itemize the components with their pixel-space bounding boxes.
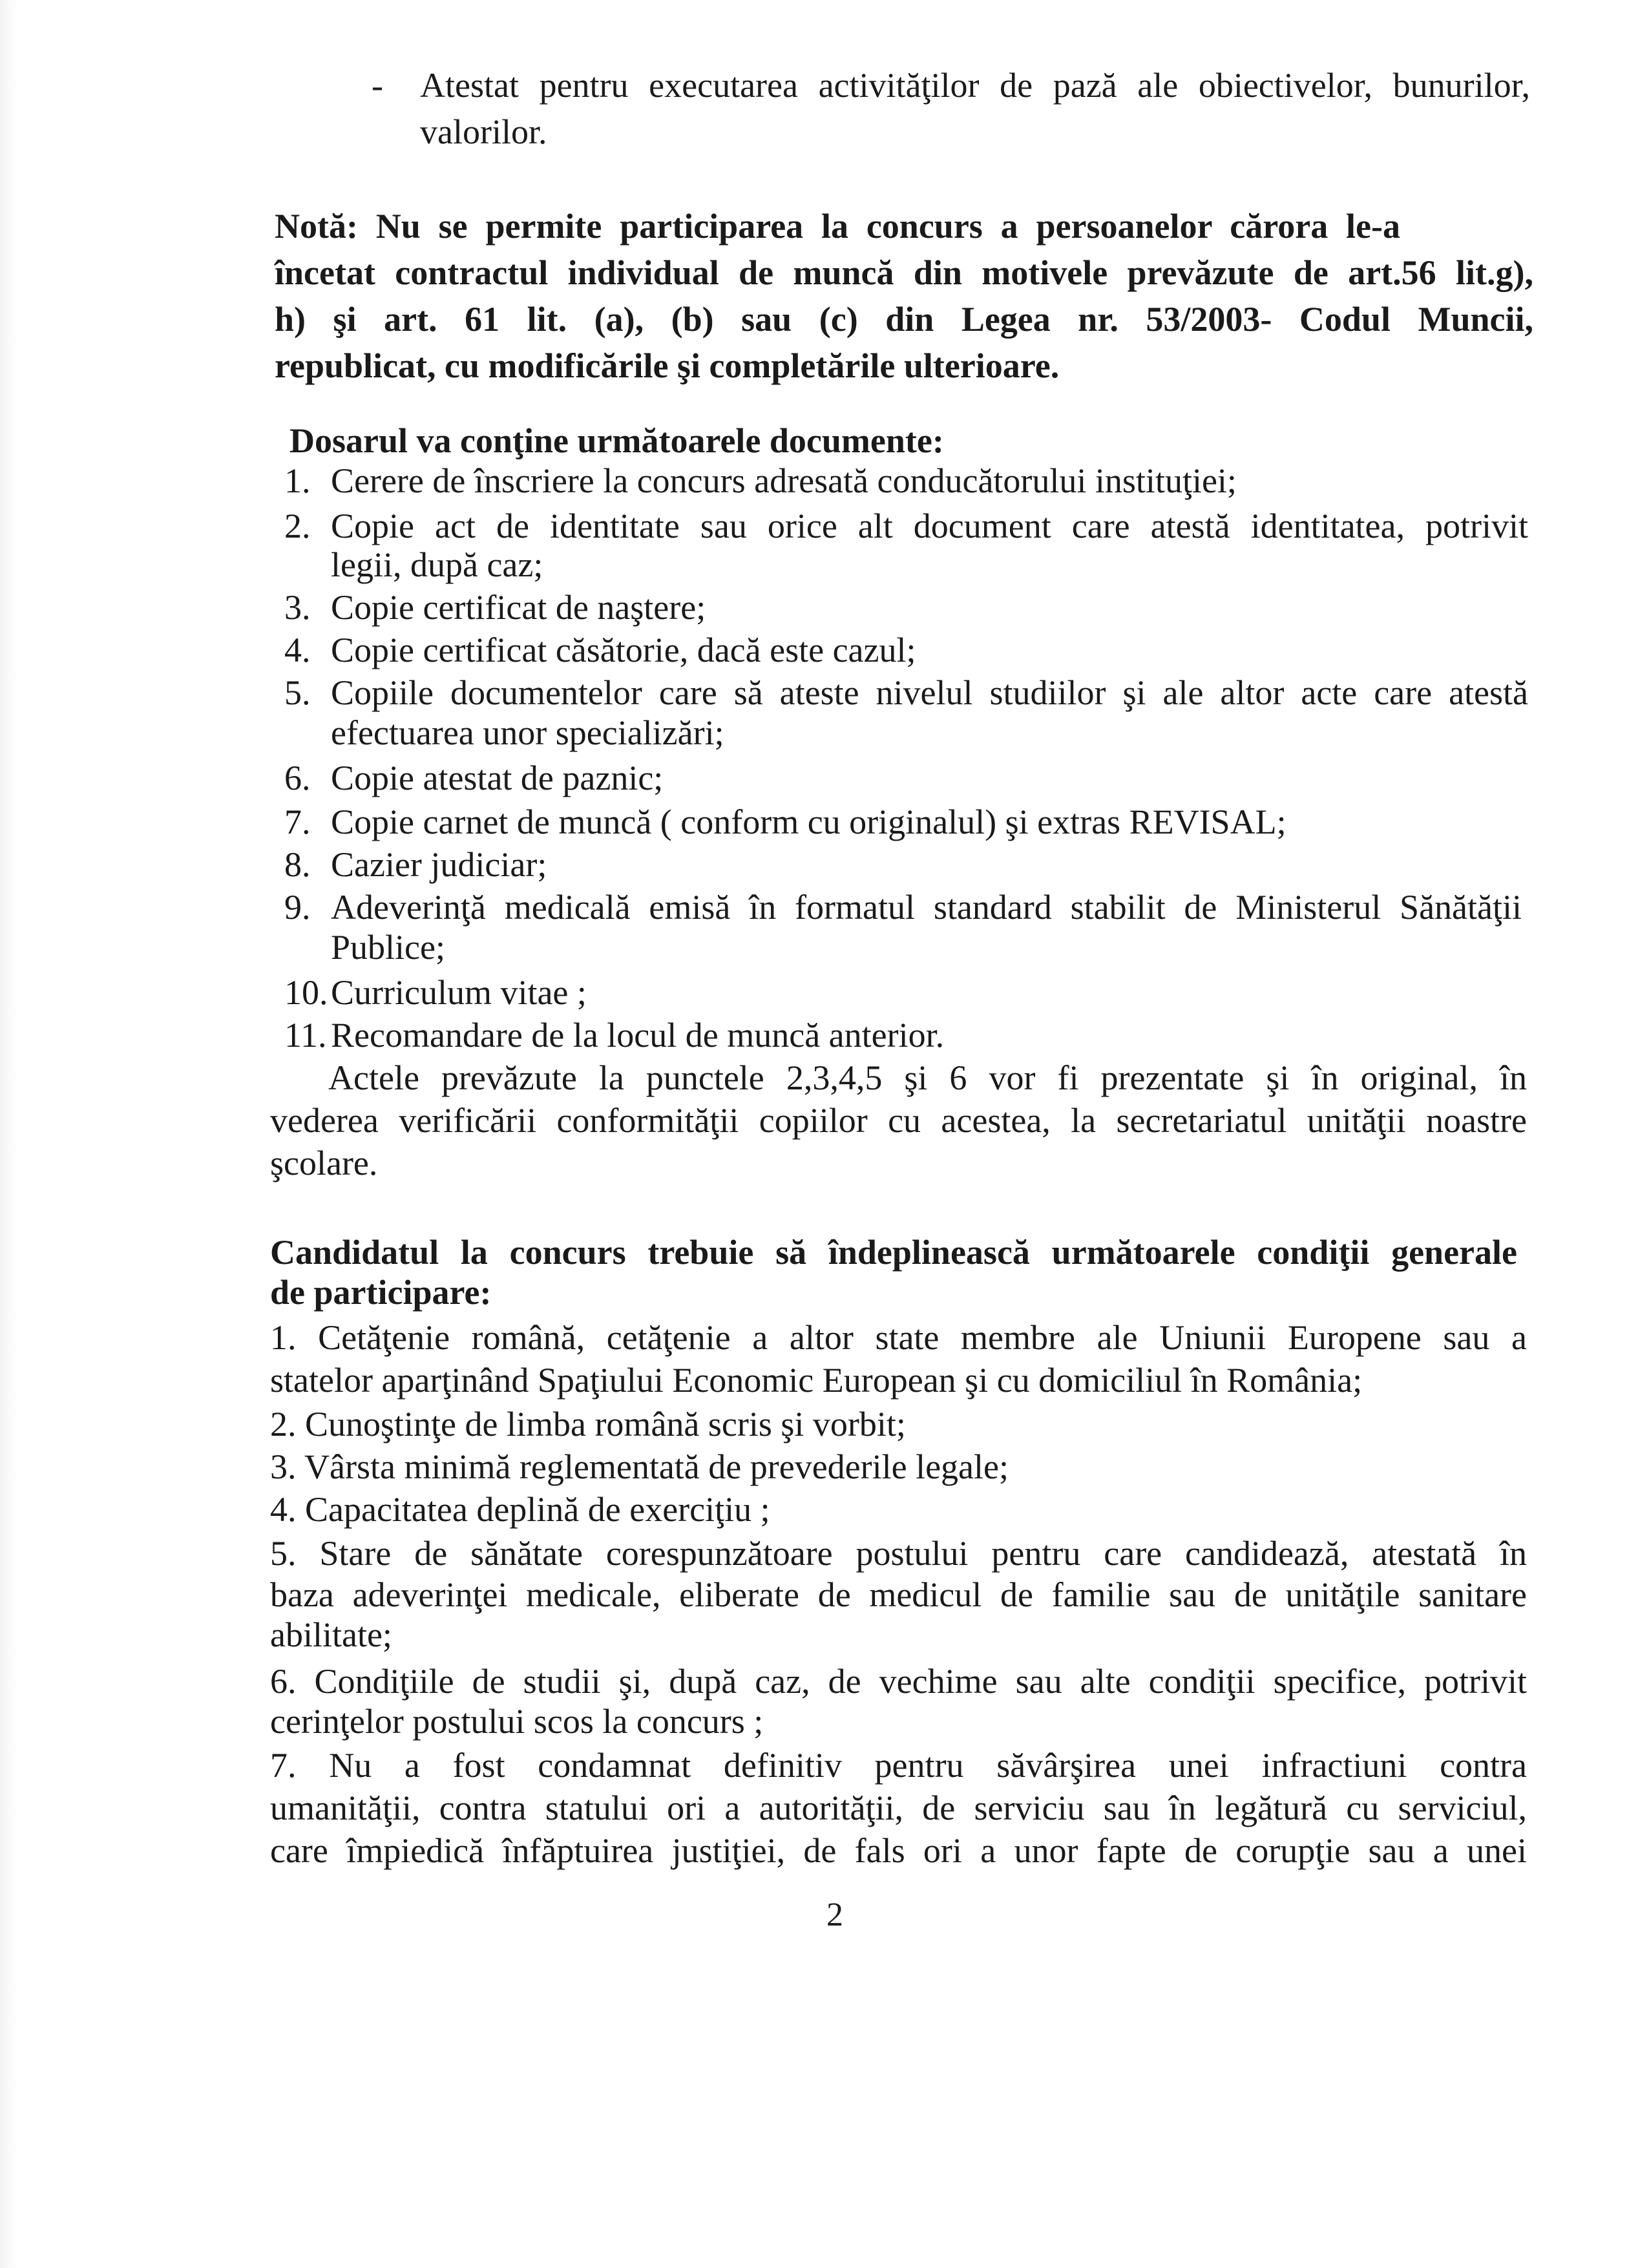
note-line-1: Notă: Nu se permite participarea la concurs a persoanelor cărora le-a — [275, 207, 1400, 246]
dossier-closing-line-1: Actele prevăzute la punctele 2,3,4,5 şi 6 vor fi prezentate şi în original, în — [328, 1058, 1527, 1097]
dossier-item-2-line-2: legii, după caz; — [331, 545, 543, 584]
dossier-item-5-line-1: Copiile documentelor care să ateste nivelul studiilor şi ale altor acte care atestă — [331, 673, 1528, 712]
condition-line: cerinţelor postului scos la concurs ; — [270, 1702, 764, 1741]
condition-line: care împiedică înfăptuirea justiţiei, de fals ori a unor fapte de corupţie sau a unei — [270, 1831, 1527, 1870]
condition-line: 4. Capacitatea deplină de exerciţiu ; — [270, 1490, 770, 1529]
condition-line: 1. Cetăţenie română, cetăţenie a altor state membre ale Uniunii Europene sau a — [270, 1318, 1527, 1357]
dossier-item-7: Copie carnet de muncă ( conform cu originalul) şi extras REVISAL; — [331, 803, 1287, 841]
dossier-item-number: 3. — [284, 588, 311, 627]
dossier-item-number: 6. — [284, 759, 311, 797]
dossier-item-9-line-1: Adeverinţă medicală emisă în formatul standard stabilit de Ministerul Sănătăţii — [331, 888, 1522, 927]
bullet-line-1: Atestat pentru executarea activităţilor de pază ale obiectivelor, bunurilor, — [420, 66, 1530, 105]
dossier-item-number: 11. — [284, 1016, 327, 1055]
dossier-item-8: Cazier judiciar; — [331, 845, 547, 884]
bullet-dash: - — [372, 66, 383, 105]
note-line-2: încetat contractul individual de muncă din motivele prevăzute de art.56 lit.g), — [275, 253, 1533, 292]
note-line-3: h) şi art. 61 lit. (a), (b) sau (c) din Legea nr. 53/2003- Codul Muncii, — [275, 300, 1533, 339]
dossier-item-11: Recomandare de la locul de muncă anterior. — [331, 1016, 945, 1055]
condition-line: umanităţii, contra statului ori a autorităţii, de serviciu sau în legătură cu serviciul, — [270, 1789, 1527, 1827]
dossier-item-number: 7. — [284, 803, 311, 841]
page-number: 2 — [826, 1896, 843, 1933]
dossier-item-10: Curriculum vitae ; — [331, 973, 587, 1012]
dossier-closing-line-3: şcolare. — [270, 1144, 378, 1182]
dossier-item-3: Copie certificat de naştere; — [331, 588, 706, 627]
conditions-heading-line-1: Candidatul la concurs trebuie să îndeplinească următoarele condiţii generale — [270, 1233, 1517, 1272]
dossier-item-number: 5. — [284, 673, 311, 712]
condition-line: abilitate; — [270, 1615, 392, 1654]
dossier-heading: Dosarul va conţine următoarele documente: — [289, 421, 944, 460]
condition-line: statelor aparţinând Spaţiului Economic European şi cu domiciliul în România; — [270, 1361, 1363, 1400]
dossier-item-9-line-2: Publice; — [331, 928, 445, 967]
dossier-item-number: 1. — [284, 461, 311, 500]
scan-edge-shadow — [0, 0, 18, 2268]
dossier-item-number: 10. — [284, 973, 328, 1012]
conditions-heading-line-2: de participare: — [270, 1273, 492, 1312]
condition-line: 2. Cunoştinţe de limba română scris şi vorbit; — [270, 1405, 906, 1444]
dossier-item-2-line-1: Copie act de identitate sau orice alt document care atestă identitatea, potrivit — [331, 507, 1528, 545]
dossier-item-number: 2. — [284, 507, 311, 545]
dossier-item-6: Copie atestat de paznic; — [331, 759, 664, 797]
bullet-line-2: valorilor. — [420, 112, 547, 151]
dossier-item-1: Cerere de înscriere la concurs adresată conducătorului instituţiei; — [331, 461, 1237, 500]
dossier-closing-line-2: vederea verificării conformităţii copiilor cu acestea, la secretariatul unităţii noastre — [270, 1101, 1527, 1140]
note-line-4: republicat, cu modificările şi completările ulterioare. — [275, 346, 1060, 385]
condition-line: baza adeverinţei medicale, eliberate de medicul de familie sau de unităţile sanitare — [270, 1575, 1527, 1614]
condition-line: 5. Stare de sănătate corespunzătoare postului pentru care candidează, atestată în — [270, 1534, 1527, 1573]
dossier-item-5-line-2: efectuarea unor specializări; — [331, 713, 724, 752]
dossier-item-number: 4. — [284, 631, 311, 669]
condition-line: 7. Nu a fost condamnat definitiv pentru săvârşirea unei infractiuni contra — [270, 1746, 1527, 1785]
dossier-item-number: 9. — [284, 888, 311, 927]
condition-line: 3. Vârsta minimă reglementată de prevederile legale; — [270, 1447, 1009, 1486]
dossier-item-number: 8. — [284, 845, 311, 884]
condition-line: 6. Condiţiile de studii şi, după caz, de vechime sau alte condiţii specifice, potrivit — [270, 1662, 1527, 1701]
dossier-item-4: Copie certificat căsătorie, dacă este cazul; — [331, 631, 916, 669]
